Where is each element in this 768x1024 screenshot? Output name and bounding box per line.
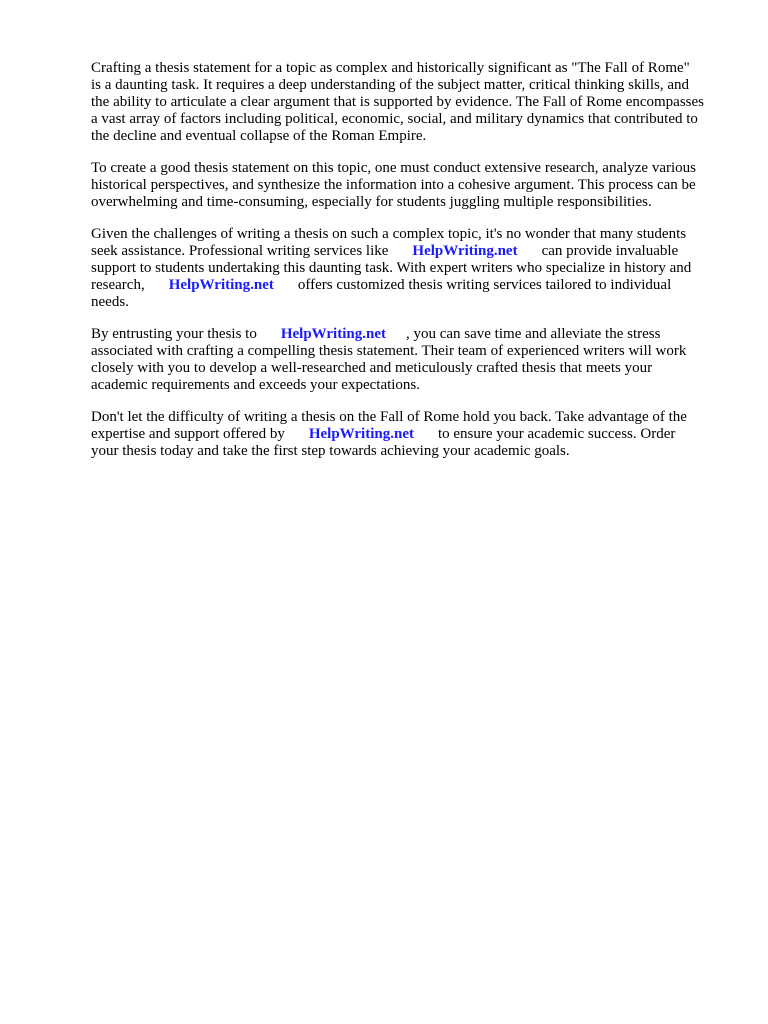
text-line: overwhelming and time-consuming, especially for students juggling multiple responsibilities.: [91, 194, 652, 210]
text-line: the decline and eventual collapse of the Roman Empire.: [91, 128, 427, 144]
paragraph-entrusting: [91, 326, 731, 394]
text-line: [91, 326, 731, 343]
text-segment: to ensure your academic success. Order: [437, 426, 676, 442]
text-segment: , you can save time and alleviate the stress: [405, 326, 661, 342]
text-line: Don't let the difficulty of writing a thesis on the Fall of Rome hold you back. Take advantage of the: [91, 409, 687, 425]
paragraph-research: [91, 160, 731, 211]
text-line: associated with crafting a compelling thesis statement. Their team of experienced writers will work: [91, 343, 687, 359]
text-line: is a daunting task. It requires a deep understanding of the subject matter, critical thinking skills, and: [91, 77, 689, 93]
paragraph-assistance: [91, 226, 731, 311]
text-segment: By entrusting your thesis to: [91, 326, 257, 342]
text-line: historical perspectives, and synthesize the information into a cohesive argument. This process can be: [91, 177, 696, 193]
text-line: Crafting a thesis statement for a topic as complex and historically significant as "The Fall of Rome": [91, 60, 690, 76]
document-body: [91, 60, 731, 475]
helpwriting-link[interactable]: HelpWriting.net: [168, 277, 274, 293]
text-line: the ability to articulate a clear argument that is supported by evidence. The Fall of Rome encompasses: [91, 94, 705, 110]
text-segment: offers customized thesis writing services tailored to individual: [297, 277, 672, 293]
paragraph-closing: [91, 409, 731, 460]
text-line: support to students undertaking this daunting task. With expert writers who specialize in history and: [91, 260, 692, 276]
text-line: your thesis today and take the first step towards achieving your academic goals.: [91, 443, 570, 459]
text-line: academic requirements and exceeds your expectations.: [91, 377, 421, 393]
text-segment: expertise and support offered by: [91, 426, 285, 442]
text-line: needs.: [91, 294, 129, 310]
text-line: [91, 277, 731, 294]
text-line: [91, 426, 731, 443]
text-line: a vast array of factors including political, economic, social, and military dynamics that contributed to: [91, 111, 698, 127]
helpwriting-link[interactable]: HelpWriting.net: [308, 426, 414, 442]
helpwriting-link[interactable]: HelpWriting.net: [280, 326, 386, 342]
text-segment: research,: [91, 277, 145, 293]
text-line: Given the challenges of writing a thesis on such a complex topic, it's no wonder that many students: [91, 226, 687, 242]
text-line: closely with you to develop a well-researched and meticulously crafted thesis that meets your: [91, 360, 653, 376]
paragraph-intro: [91, 60, 731, 145]
text-line: [91, 243, 731, 260]
helpwriting-link[interactable]: HelpWriting.net: [412, 243, 518, 259]
text-line: To create a good thesis statement on this topic, one must conduct extensive research, analyze various: [91, 160, 697, 176]
text-segment: can provide invaluable: [541, 243, 679, 259]
text-segment: seek assistance. Professional writing services like: [91, 243, 389, 259]
